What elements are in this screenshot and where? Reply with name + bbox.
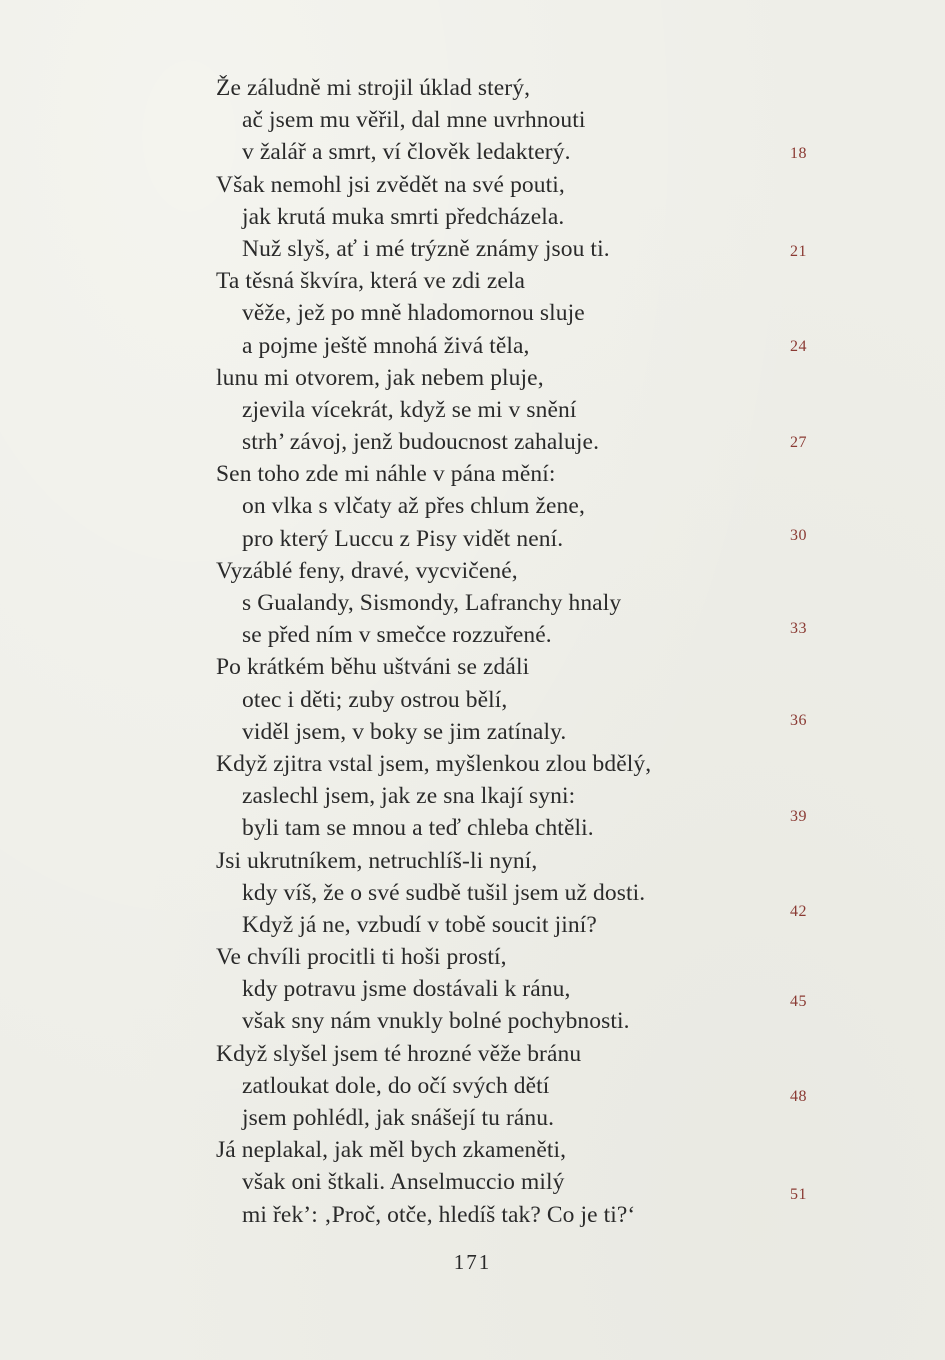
poem-text-block <box>216 72 776 1231</box>
verse-line: Po krátkém běhu uštváni se zdáli <box>216 654 530 681</box>
line-number: 21 <box>790 243 807 260</box>
verse-line: v žalář a smrt, ví člověk ledakterý. <box>242 139 571 166</box>
verse-line: zaslechl jsem, jak ze sna lkají syni: <box>242 783 576 810</box>
verse-line: lunu mi otvorem, jak nebem pluje, <box>216 364 544 391</box>
verse-line: Když slyšel jsem té hrozné věže bránu <box>216 1040 582 1067</box>
line-number: 27 <box>790 434 807 451</box>
line-number: 24 <box>790 338 807 355</box>
verse-line: Však nemohl jsi zvědět na své pouti, <box>216 171 565 198</box>
verse-line: Že záludně mi strojil úklad sterý, <box>216 75 531 101</box>
verse-line: zatloukat dole, do očí svých dětí <box>242 1072 550 1099</box>
line-number: 39 <box>790 808 807 825</box>
verse-line: Jsi ukrutníkem, netruchlíš-li nyní, <box>216 847 538 874</box>
line-number: 33 <box>790 620 807 637</box>
verse-line: Ta těsná škvíra, která ve zdi zela <box>216 268 526 295</box>
verse-line: Když já ne, vzbudí v tobě soucit jiní? <box>242 911 597 938</box>
verse-line: jsem pohlédl, jak snášejí tu ránu. <box>242 1105 555 1131</box>
verse-line: věže, jež po mně hladomornou sluje <box>242 300 585 327</box>
line-number: 36 <box>790 712 807 729</box>
line-number: 42 <box>790 903 807 920</box>
verse-line: Ve chvíli procitli ti hoši prostí, <box>216 944 507 971</box>
verse-line: ač jsem mu věřil, dal mne uvrhnouti <box>242 107 586 134</box>
verse-line: se před ním v smečce rozzuřené. <box>242 622 552 649</box>
verse-line: Vyzáblé feny, dravé, vycvičené, <box>216 557 518 584</box>
page-number: 171 <box>453 1250 492 1274</box>
verse-line: byli tam se mnou a teď chleba chtěli. <box>242 815 594 842</box>
verse-line: s Gualandy, Sismondy, Lafranchy hnaly <box>242 590 622 616</box>
verse-line: však sny nám vnukly bolné pochybnosti. <box>242 1008 630 1035</box>
verse-line: kdy víš, že o své sudbě tušil jsem už dosti. <box>242 879 646 906</box>
line-number: 45 <box>790 993 807 1010</box>
line-number: 18 <box>790 145 807 162</box>
verse-line: kdy potravu jsme dostávali k ránu, <box>242 976 571 1003</box>
line-number: 51 <box>790 1186 807 1203</box>
verse-line: Sen toho zde mi náhle v pána mění: <box>216 461 556 488</box>
verse-line: a pojme ještě mnohá živá těla, <box>242 332 530 359</box>
verse-line: Nuž slyš, ať i mé trýzně známy jsou ti. <box>242 235 610 262</box>
verse-line: Já neplakal, jak měl bych zkameněti, <box>216 1137 567 1164</box>
verse-line: on vlka s vlčaty až přes chlum žene, <box>242 493 585 520</box>
verse-line: zjevila vícekrát, když se mi v snění <box>242 396 577 423</box>
verse-line: strh’ závoj, jenž budoucnost zahaluje. <box>242 429 600 456</box>
verse-line: pro který Luccu z Pisy vidět není. <box>242 525 564 552</box>
verse-line: otec i děti; zuby ostrou bělí, <box>242 686 508 713</box>
verse-line: jak krutá muka smrti předcházela. <box>242 203 565 230</box>
line-number: 30 <box>790 527 807 544</box>
verse-line: viděl jsem, v boky se jim zatínaly. <box>242 718 567 745</box>
verse-line: Když zjitra vstal jsem, myšlenkou zlou bdělý, <box>216 750 652 777</box>
line-number: 48 <box>790 1088 807 1105</box>
verse-line: mi řek’: ‚Proč, otče, hledíš tak? Co je ti?‘ <box>242 1201 636 1228</box>
verse-line: však oni štkali. Anselmuccio milý <box>242 1169 565 1196</box>
